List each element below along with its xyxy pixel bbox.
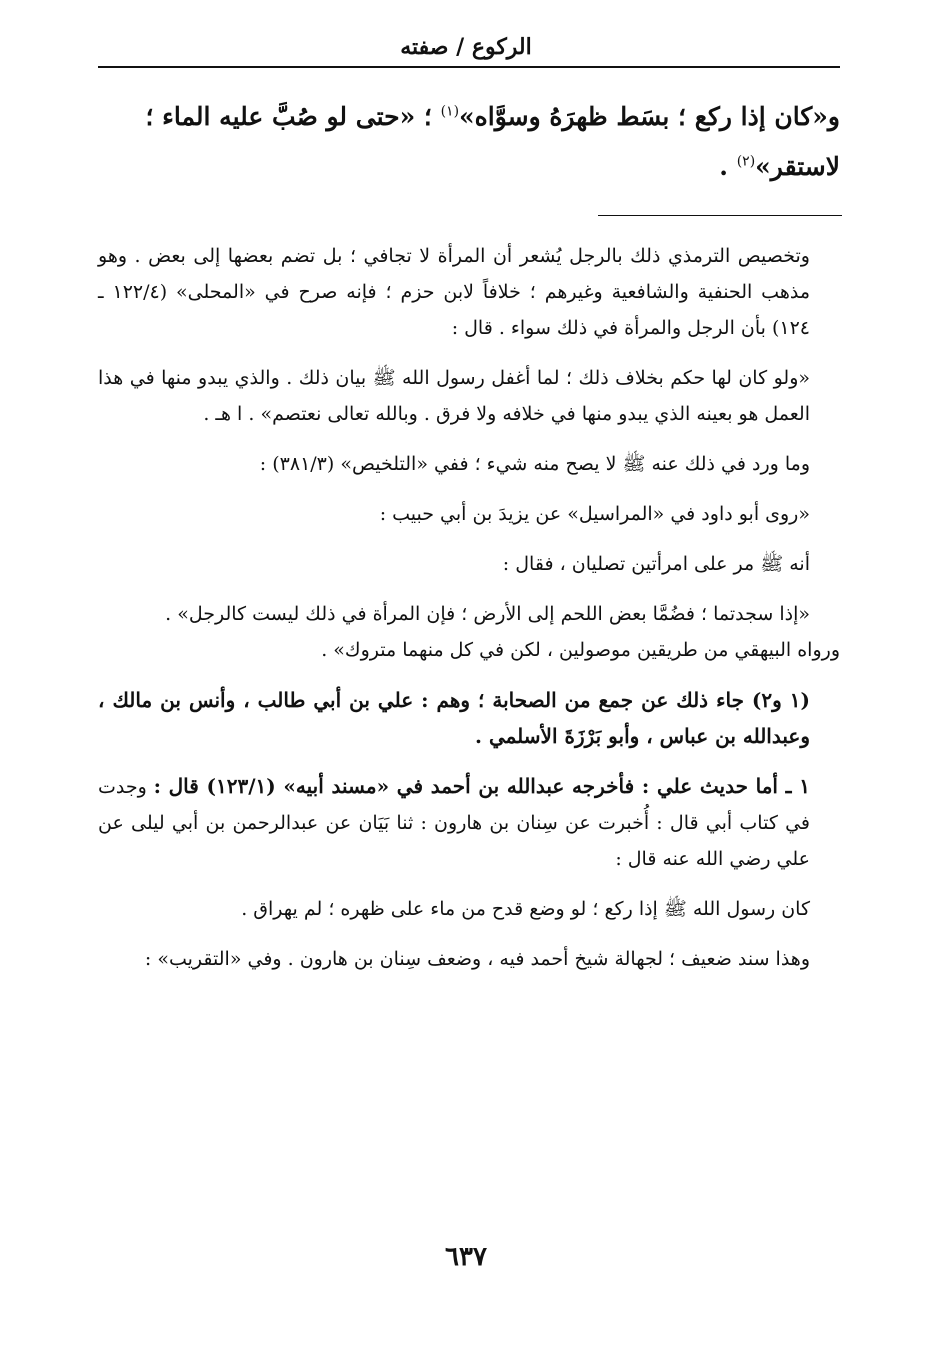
- main-text-part: لاستقر»: [755, 152, 840, 181]
- main-text-part: و«كان إذا ركع ؛ بسَط ظهرَهُ وسوَّاه»: [459, 102, 840, 131]
- footnote-marker: (١): [440, 103, 460, 120]
- note-paragraph: ورواه البيهقي من طريقين موصولين ، لكن في كل منهما متروك» .: [321, 639, 840, 661]
- main-line-1: [98, 92, 840, 142]
- footnotes: [98, 238, 840, 991]
- note-paragraph: وهذا سند ضعيف ؛ لجهالة شيخ أحمد فيه ، وضعف سِنان بن هارون . وفي «التقريب» :: [144, 948, 810, 970]
- hadith-text: كان رسول الله ﷺ إذا ركع ؛ لو وضع قدح من ماء على ظهره ؛ لم يهراق .: [241, 898, 810, 920]
- main-text-part: .: [719, 152, 737, 181]
- main-text: [98, 92, 840, 192]
- quote-paragraph: أنه ﷺ مر على امرأتين تصليان ، فقال :: [502, 553, 810, 575]
- note-paragraph: [98, 768, 840, 877]
- footnote-separator: [598, 215, 842, 216]
- header-rule: [98, 66, 840, 68]
- main-line-2: [98, 142, 840, 192]
- quote-paragraph: «ولو كان لها حكم بخلاف ذلك ؛ لما أغفل رسول الله ﷺ بيان ذلك . والذي يبدو منها في هذا العمل هو بعينه الذي يبدو منها في خلافه ولا فرق . وبالله تعالى نعتصم» . ا هـ .: [98, 367, 810, 425]
- page-number: ٦٣٧: [445, 1242, 487, 1272]
- footnote-marker: (٢): [736, 153, 756, 170]
- hadith-ali-heading: ١ ـ أما حديث علي : فأخرجه عبدالله بن أحمد في «مسند أبيه» (١٢٣/١) قال :: [153, 774, 810, 798]
- footnote-1-2: (١ و٢) جاء ذلك عن جمع من الصحابة ؛ وهم : علي بن أبي طالب ، وأنس بن مالك ، وعبدالله بن عباس ، وأبو بَرْزَةَ الأسلمي .: [98, 688, 811, 748]
- note-paragraph: وما ورد في ذلك عنه ﷺ لا يصح منه شيء ؛ ففي «التلخيص» (٣٨١/٣) :: [259, 453, 810, 475]
- main-text-part: ؛ «حتى لو صُبَّ عليه الماء ؛: [145, 102, 441, 131]
- quote-paragraph: «إذا سجدتما ؛ فضُمَّا بعض اللحم إلى الأرض ؛ فإن المرأة في ذلك ليست كالرجل» .: [165, 603, 810, 625]
- hadith-ali-text: وجدت في كتاب أبي قال : أُخبرت عن سِنان بن هارون : ثنا بَيَان عن عبدالرحمن بن أبي ليلى عن علي رضي الله عنه قال :: [98, 776, 810, 870]
- note-paragraph: وتخصيص الترمذي ذلك بالرجل يُشعر أن المرأة لا تجافي ؛ بل تضم بعضها إلى بعض . وهو مذهب الحنفية والشافعية وغيرهم ؛ خلافاً لابن حزم ؛ فإنه صرح في «المحلى» (١٢٢/٤ ـ ١٢٤) بأن الرجل والمرأة في ذلك سواء . قال :: [98, 245, 810, 339]
- running-header: الركوع / صفته: [400, 34, 532, 60]
- quote-paragraph: «روى أبو داود في «المراسيل» عن يزيدَ بن أبي حبيب :: [379, 503, 810, 525]
